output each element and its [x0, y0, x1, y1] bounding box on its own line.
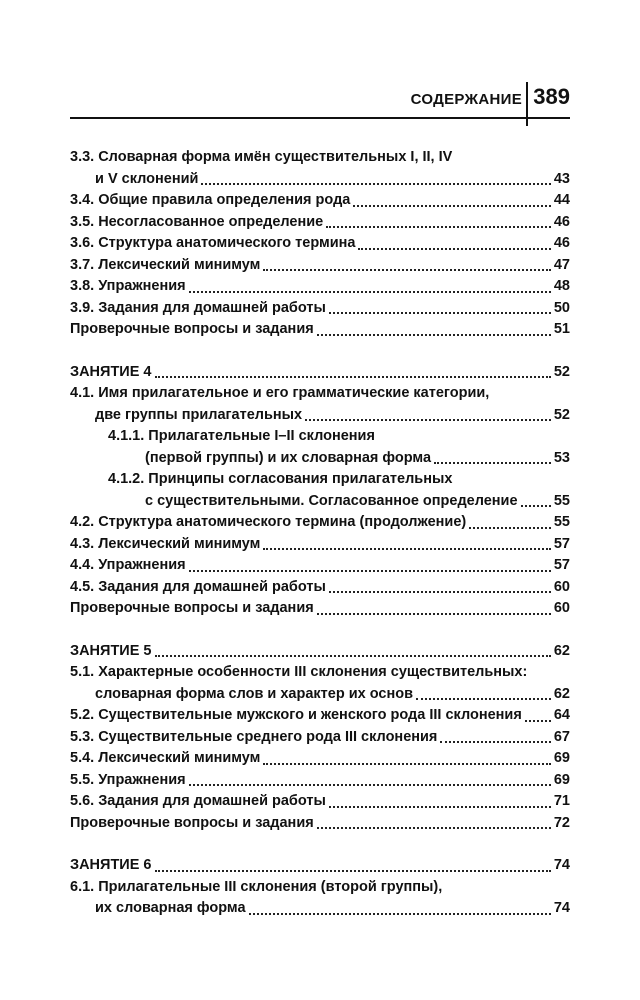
toc-entry[interactable] — [70, 748, 570, 770]
toc-entry-page: 60 — [553, 600, 570, 616]
toc-entry[interactable] — [70, 319, 570, 341]
toc-entry-row — [70, 212, 570, 234]
dot-leader — [263, 548, 550, 550]
toc-entry-page: 69 — [553, 771, 570, 788]
header-separator — [526, 82, 528, 126]
dot-leader — [249, 913, 551, 915]
toc-entry[interactable] — [70, 362, 570, 384]
toc-entry[interactable] — [70, 298, 570, 320]
toc-entry[interactable] — [70, 147, 570, 190]
toc-entry-page: 64 — [553, 707, 570, 723]
toc-entry-title: (первой группы) и их словарная форма — [145, 449, 432, 466]
toc-entry[interactable] — [70, 705, 570, 727]
toc-entry-page: 51 — [553, 321, 570, 337]
toc-entry-row — [70, 276, 570, 298]
toc-entry-lead: 3.3. Словарная форма имён существительных I, II, IV — [70, 149, 453, 165]
toc-entry-page: 60 — [553, 578, 570, 595]
dot-leader — [155, 376, 551, 378]
toc-entry-row — [70, 491, 570, 513]
toc-entry-lead: 4.1.2. Принципы согласования прилагательных — [108, 471, 453, 487]
toc-entry-page: 57 — [553, 535, 570, 552]
toc-entry[interactable] — [70, 276, 570, 298]
toc-entry-page: 55 — [553, 492, 570, 509]
dot-leader — [358, 248, 550, 250]
toc-entry[interactable] — [70, 662, 570, 705]
toc-entry-title: 4.3. Лексический минимум — [70, 535, 261, 552]
toc-entry-row — [70, 169, 570, 191]
section-gap — [70, 620, 570, 641]
toc-entry[interactable] — [70, 233, 570, 255]
toc-entry-row — [70, 512, 570, 534]
dot-leader — [317, 827, 551, 829]
toc-entry-title: с существительными. Согласованное определение — [145, 492, 518, 509]
toc-entry-title: Проверочные вопросы и задания — [70, 600, 314, 616]
toc-entry-row — [70, 684, 570, 706]
toc-entry-page: 48 — [553, 278, 570, 294]
toc-entry[interactable] — [70, 383, 570, 426]
toc-entry-title: Проверочные вопросы и задания — [70, 814, 314, 831]
toc-entry-row — [70, 727, 570, 749]
toc-entry[interactable] — [70, 770, 570, 792]
toc-entry[interactable] — [70, 426, 570, 469]
toc-entry-page: 57 — [553, 557, 570, 573]
dot-leader — [329, 806, 551, 808]
toc-entry-title: 5.5. Упражнения — [70, 771, 186, 788]
toc-entry-row — [70, 190, 570, 212]
toc-entry-row — [70, 748, 570, 770]
dot-leader — [525, 720, 551, 722]
toc-entry-page: 62 — [553, 685, 570, 702]
toc-entry-title: Проверочные вопросы и задания — [70, 321, 314, 337]
toc-entry-row — [70, 855, 570, 877]
dot-leader — [434, 462, 551, 464]
toc-entry-page: 55 — [553, 514, 570, 530]
toc-entry-page: 52 — [553, 363, 570, 380]
dot-leader — [189, 570, 551, 572]
toc-entry-title: 3.4. Общие правила определения рода — [70, 192, 351, 208]
dot-leader — [263, 269, 550, 271]
toc-entry-title: 5.2. Существительные мужского и женского рода III склонения — [70, 707, 522, 723]
header-rule — [70, 117, 570, 119]
dot-leader — [329, 591, 551, 593]
toc-entry-page: 62 — [553, 642, 570, 659]
toc-entry[interactable] — [70, 534, 570, 556]
toc-entry-row — [70, 233, 570, 255]
toc-entry-lead: 4.1. Имя прилагательное и его грамматические категории, — [70, 385, 490, 401]
toc-entry[interactable] — [70, 598, 570, 620]
dot-leader — [317, 613, 551, 615]
toc-entry-row — [70, 319, 570, 341]
toc-entry-title: 3.6. Структура анатомического термина — [70, 235, 356, 251]
dot-leader — [440, 741, 550, 743]
toc-entry[interactable] — [70, 555, 570, 577]
toc-entry-page: 46 — [553, 213, 570, 230]
toc-entry-title: 4.2. Структура анатомического термина (продолжение) — [70, 514, 467, 530]
toc-entry-row — [70, 791, 570, 813]
toc-entry-row — [70, 448, 570, 470]
toc-entry-title: 3.7. Лексический минимум — [70, 256, 261, 273]
dot-leader — [353, 205, 551, 207]
dot-leader — [155, 870, 551, 872]
toc-entry[interactable] — [70, 727, 570, 749]
toc-entry-title: 3.5. Несогласованное определение — [70, 213, 324, 230]
toc-entry-title: и V склонений — [95, 170, 199, 187]
toc-entry-title: ЗАНЯТИЕ 4 — [70, 363, 152, 380]
toc-entry-page: 74 — [553, 857, 570, 873]
toc-entry-title: 4.4. Упражнения — [70, 557, 186, 573]
toc-entry-row — [70, 362, 570, 384]
toc-entry-title: ЗАНЯТИЕ 6 — [70, 857, 152, 873]
toc-entry-title: словарная форма слов и характер их основ — [95, 685, 413, 702]
toc-entry[interactable] — [70, 512, 570, 534]
section-gap — [70, 834, 570, 855]
toc-entry-page: 69 — [553, 750, 570, 766]
toc-entry-row — [70, 405, 570, 427]
toc-entry-page: 67 — [553, 728, 570, 745]
dot-leader — [521, 505, 551, 507]
toc-entry-page: 50 — [553, 299, 570, 316]
toc-entry-title: 5.4. Лексический минимум — [70, 750, 261, 766]
toc-entry-page: 72 — [553, 814, 570, 831]
toc-entry-page: 47 — [553, 256, 570, 273]
toc-entry-title: их словарная форма — [95, 900, 246, 916]
toc-entry[interactable] — [70, 855, 570, 877]
toc-entry-row — [70, 598, 570, 620]
toc-entry-lead: 6.1. Прилагательные III склонения (второй группы), — [70, 878, 443, 895]
header-page-number: 389 — [533, 84, 570, 109]
toc-entry-row — [70, 770, 570, 792]
toc-entry-row — [70, 298, 570, 320]
toc-entry-title: ЗАНЯТИЕ 5 — [70, 642, 152, 659]
section-gap — [70, 341, 570, 362]
toc-entry[interactable] — [70, 212, 570, 234]
toc-entry[interactable] — [70, 813, 570, 835]
dot-leader — [326, 226, 551, 228]
toc-entry-title: 3.9. Задания для домашней работы — [70, 299, 326, 316]
toc-entry[interactable] — [70, 255, 570, 277]
toc-entry-page: 46 — [553, 235, 570, 251]
dot-leader — [263, 763, 550, 765]
toc-entry-row — [70, 255, 570, 277]
dot-leader — [155, 655, 551, 657]
dot-leader — [329, 312, 551, 314]
toc-entry[interactable] — [70, 877, 570, 920]
toc-entry-row — [70, 555, 570, 577]
toc-entry-page: 53 — [553, 449, 570, 466]
dot-leader — [305, 419, 551, 421]
toc-entry-title: 3.8. Упражнения — [70, 278, 186, 294]
toc-entry-title: 5.6. Задания для домашней работы — [70, 793, 326, 809]
dot-leader — [189, 784, 551, 786]
dot-leader — [189, 291, 551, 293]
toc-entry[interactable] — [70, 641, 570, 663]
dot-leader — [317, 334, 551, 336]
dot-leader — [416, 698, 551, 700]
toc-entry-lead: 4.1.1. Прилагательные I–II склонения — [108, 428, 375, 444]
toc-entry-page: 52 — [553, 406, 570, 423]
toc-entry[interactable] — [70, 190, 570, 212]
toc-entry-row — [70, 641, 570, 663]
toc-entry-page: 44 — [553, 192, 570, 208]
toc-entry-row — [70, 898, 570, 920]
dot-leader — [201, 183, 550, 185]
dot-leader — [469, 527, 551, 529]
toc-entry-title: 5.3. Существительные среднего рода III склонения — [70, 728, 438, 745]
toc-entry[interactable] — [70, 577, 570, 599]
toc-entry-title: две группы прилагательных — [95, 406, 303, 423]
toc-entry-page: 43 — [553, 170, 570, 187]
toc-entry-page: 74 — [553, 900, 570, 916]
toc-entry[interactable] — [70, 791, 570, 813]
toc-entry-row — [70, 813, 570, 835]
running-header — [70, 82, 570, 128]
toc-entry-row — [70, 577, 570, 599]
toc-entry-title: 4.5. Задания для домашней работы — [70, 578, 326, 595]
toc-entry-row — [70, 534, 570, 556]
header-title: СОДЕРЖАНИЕ — [410, 91, 522, 108]
toc-entry-lead: 5.1. Характерные особенности III склонения существительных: — [70, 664, 528, 680]
toc-entry[interactable] — [70, 469, 570, 512]
table-of-contents — [70, 147, 570, 920]
toc-entry-row — [70, 705, 570, 727]
toc-entry-page: 71 — [553, 793, 570, 809]
